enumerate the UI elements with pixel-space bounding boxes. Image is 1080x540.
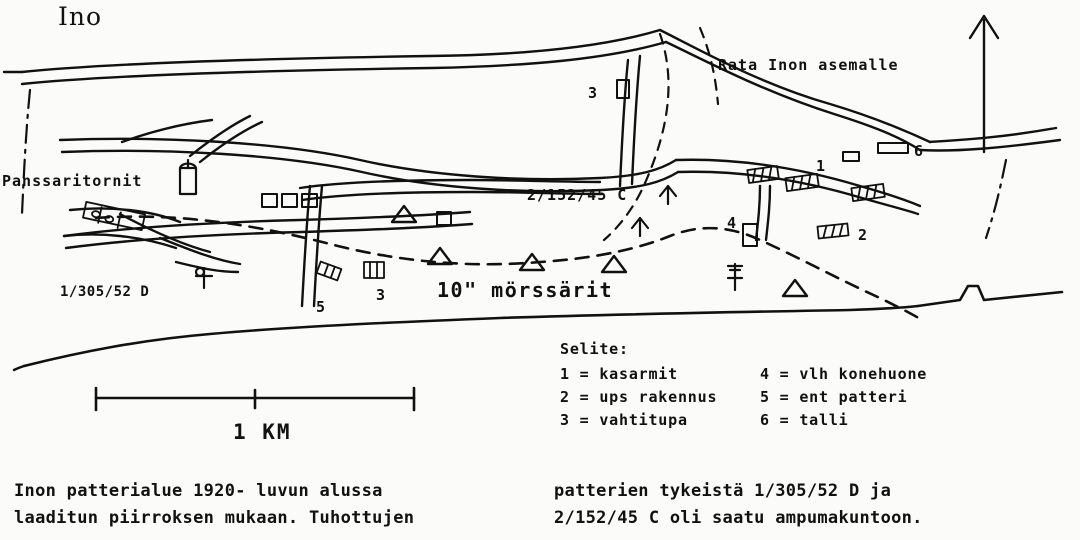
map-marker-1: 1 [816, 157, 826, 175]
map-marker-2: 2 [858, 226, 868, 244]
map-marker-5: 5 [316, 298, 326, 316]
map-title: Ino [58, 2, 103, 31]
legend [560, 338, 927, 432]
caption-line-2-left: laaditun piirroksen mukaan. Tuhottujen [14, 508, 415, 528]
map-marker-4: 4 [727, 214, 737, 232]
caption-line-1-right: patterien tykeistä 1/305/52 D ja [554, 481, 892, 501]
legend-entry-2-left: 2 = ups rakennus [560, 388, 718, 406]
label-mortars: 10" mörssärit [437, 278, 614, 302]
figure-caption [14, 478, 1074, 532]
scale-bar-label: 1 KM [233, 420, 292, 444]
label-battery-2-152: 2/152/45 C [527, 186, 628, 204]
legend-title: Selite: [560, 340, 629, 358]
legend-entry-1-left: 1 = kasarmit [560, 365, 678, 383]
map-marker-3b: 3 [376, 286, 386, 304]
legend-entry-1-right: 4 = vlh konehuone [760, 365, 928, 383]
caption-line-1-left: Inon patterialue 1920- luvun alussa [14, 481, 383, 501]
turret-symbol [180, 160, 196, 194]
legend-entry-2-right: 5 = ent patteri [760, 388, 908, 406]
label-battery-1-305: 1/305/52 D [60, 284, 150, 300]
scale-bar [96, 388, 414, 410]
caption-line-2-right: 2/152/45 C oli saatu ampumakuntoon. [554, 508, 923, 528]
map-marker-6: 6 [914, 142, 924, 160]
north-arrow-icon [970, 16, 998, 152]
legend-entry-3-left: 3 = vahtitupa [560, 411, 688, 429]
label-panssaritornit: Panssaritornit [2, 172, 143, 190]
legend-entry-3-right: 6 = talli [760, 411, 849, 429]
label-railway: Rata Inon asemalle [718, 56, 899, 74]
map-marker-3a: 3 [588, 84, 598, 102]
